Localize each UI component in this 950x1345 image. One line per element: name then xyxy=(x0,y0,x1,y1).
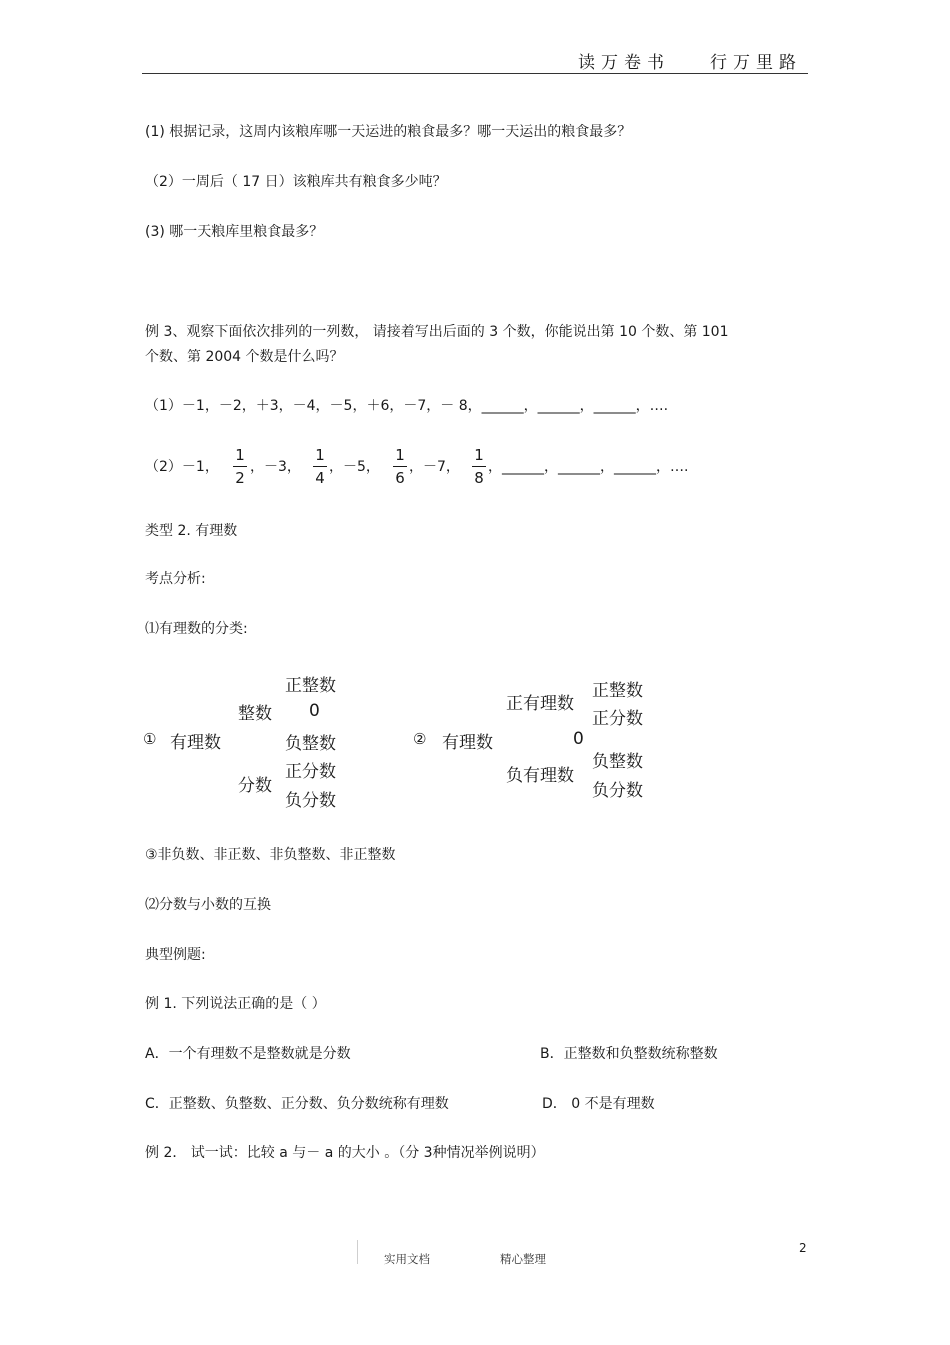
sequence-1 xyxy=(145,395,668,415)
example1-option-a: A．一个有理数不是整数就是分数 xyxy=(145,1046,351,1062)
fraction-denominator: 6 xyxy=(395,469,405,487)
example2-stem: 例 2． 试一试：比较 a 与－ a 的大小 。（分 3种情况举例说明） xyxy=(145,1145,545,1161)
example1-option-d: D． 0 不是有理数 xyxy=(542,1096,655,1112)
question-3: (3) 哪一天粮库里粮食最多？ xyxy=(145,224,324,240)
example1-option-c: C．正整数、负整数、正分数、负分数统称有理数 xyxy=(145,1096,449,1112)
sequence-2-sep1: ，－3， xyxy=(250,459,301,475)
classification-2-negative: 负有理数 xyxy=(506,766,574,786)
fraction-bar xyxy=(393,466,407,467)
type2-sub1: ⑴有理数的分类: xyxy=(145,621,248,637)
sequence-2-end: . xyxy=(684,459,689,475)
classification-2-marker: ② xyxy=(413,730,427,748)
sequence-1-end: . xyxy=(663,398,669,414)
sequence-2-sep3: ，－7， xyxy=(409,459,460,475)
classification-1-integer: 整数 xyxy=(238,704,272,724)
header-right-text: 行万里路 xyxy=(710,53,802,73)
classification-1-leaf: 0 xyxy=(309,701,320,721)
fraction-1-2 xyxy=(233,445,247,488)
typical-examples-heading: 典型例题: xyxy=(145,947,206,963)
fraction-1-6 xyxy=(393,445,407,488)
sequence-2-tail xyxy=(488,456,688,476)
sequence-2-sep2: ，－5， xyxy=(329,459,380,475)
footer-right-text: 精心整理 xyxy=(500,1252,546,1266)
question-2: （2）一周后（ 17 日）该粮库共有粮食多少吨？ xyxy=(145,174,447,190)
sequence-1-text: （1）－1，－2，＋3，－4，－5，＋6，－7，－ 8，______，______，______，… xyxy=(145,398,664,414)
fraction-numerator: 1 xyxy=(474,446,484,464)
classification-2-leaf: 正分数 xyxy=(592,709,643,729)
classification-1-root: 有理数 xyxy=(170,733,221,753)
note-sub2: ⑵分数与小数的互换 xyxy=(145,897,271,913)
classification-2-positive: 正有理数 xyxy=(506,694,574,714)
classification-1-leaf: 负整数 xyxy=(285,734,336,754)
page-number: 2 xyxy=(799,1241,807,1255)
footer-divider xyxy=(357,1240,358,1264)
fraction-denominator: 8 xyxy=(474,469,484,487)
sequence-2-prefix: （2）－1， xyxy=(145,459,219,475)
fraction-denominator: 2 xyxy=(235,469,245,487)
classification-2-root: 有理数 xyxy=(442,733,493,753)
fraction-1-8 xyxy=(472,445,486,488)
fraction-numerator: 1 xyxy=(235,446,245,464)
fraction-bar xyxy=(233,466,247,467)
sequence-2-tail-text: ，______，______，______，… xyxy=(488,459,684,475)
classification-1-leaf: 负分数 xyxy=(285,791,336,811)
classification-2-leaf: 负整数 xyxy=(592,752,643,772)
example1-stem: 例 1. 下列说法正确的是（ ） xyxy=(145,996,326,1012)
example3-line2: 个数、第 2004 个数是什么吗？ xyxy=(145,349,344,365)
classification-1-fraction: 分数 xyxy=(238,776,272,796)
classification-1-marker: ① xyxy=(143,730,157,748)
footer-left-text: 实用文档 xyxy=(384,1252,430,1266)
example1-option-b: B．正整数和负整数统称整数 xyxy=(540,1046,718,1062)
type2-analysis: 考点分析: xyxy=(145,571,206,587)
example3-line1: 例 3、观察下面依次排列的一列数， 请接着写出后面的 3 个数，你能说出第 10 个数、第 101 xyxy=(145,324,729,340)
type2-title: 类型 2. 有理数 xyxy=(145,523,238,539)
classification-2-leaf: 正整数 xyxy=(592,681,643,701)
fraction-bar xyxy=(472,466,486,467)
classification-1-leaf: 正整数 xyxy=(285,676,336,696)
fraction-denominator: 4 xyxy=(315,469,325,487)
classification-2-zero: 0 xyxy=(573,729,584,749)
header-left-text: 读万卷书 xyxy=(578,53,670,73)
classification-1-leaf: 正分数 xyxy=(285,762,336,782)
note-3: ③非负数、非正数、非负整数、非正整数 xyxy=(145,847,396,863)
fraction-1-4 xyxy=(313,445,327,488)
fraction-numerator: 1 xyxy=(395,446,405,464)
header-divider xyxy=(142,73,808,74)
classification-2-leaf: 负分数 xyxy=(592,781,643,801)
fraction-numerator: 1 xyxy=(315,446,325,464)
question-1: (1) 根据记录，这周内该粮库哪一天运进的粮食最多？哪一天运出的粮食最多？ xyxy=(145,124,632,140)
fraction-bar xyxy=(313,466,327,467)
